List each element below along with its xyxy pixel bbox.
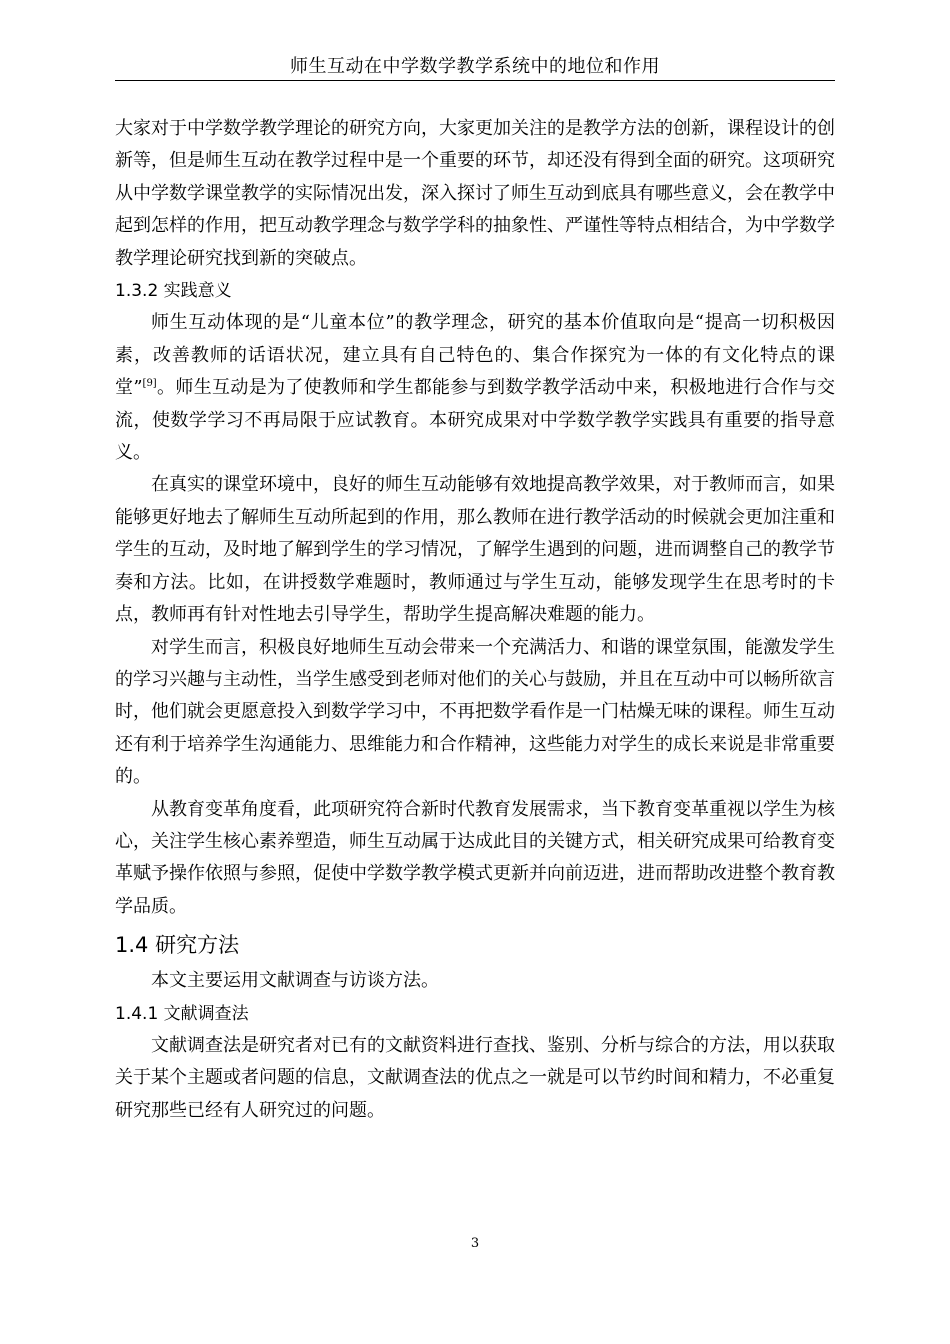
heading-1-4: 1.4 研究方法: [115, 933, 240, 958]
paragraph-literature-method: 文献调查法是研究者对已有的文献资料进行查找、鉴别、分析与综合的方法，用以获取关于某个主题或者问题的信息，文献调查法的优点之一就是可以节约时间和精力，不必重复研究那些已经有人研究过的问题。: [115, 1034, 835, 1121]
paragraph-practice-4: 从教育变革角度看，此项研究符合新时代教育发展需求，当下教育变革重视以学生为核心，关注学生核心素养塑造，师生互动属于达成此目的关键方式，相关研究成果可给教育变革赋予操作依照与参照，促使中学数学教学模式更新并向前迈进，进而帮助改进整个教育教学品质。: [115, 798, 835, 917]
heading-1-4-1: 1.4.1 文献调查法: [115, 1003, 249, 1024]
paragraph-practice-2: 在真实的课堂环境中，良好的师生互动能够有效地提高教学效果，对于教师而言，如果能够更好地去了解师生互动所起到的作用，那么教师在进行教学活动的时候就会更加注重和学生的互动，及时地了解到学生的学习情况，了解学生遇到的问题，进而调整自己的教学节奏和方法。比如，在讲授数学难题时，教师通过与学生互动，能够发现学生在思考时的卡点，教师再有针对性地去引导学生，帮助学生提高解决难题的能力。: [115, 474, 835, 626]
paragraph-continued: 大家对于中学数学教学理论的研究方向，大家更加关注的是教学方法的创新，课程设计的创新等，但是师生互动在教学过程中是一个重要的环节，却还没有得到全面的研究。这项研究从中学数学课堂教学的实际情况出发，深入探讨了师生互动到底具有哪些意义，会在教学中起到怎样的作用，把互动教学理念与数学学科的抽象性、严谨性等特点相结合，为中学数学教学理论研究找到新的突破点。: [115, 118, 835, 269]
paragraph-practice-1: [115, 307, 835, 469]
citation-ref: [9]: [142, 378, 157, 390]
page-number: 3: [470, 1236, 480, 1251]
paragraph-practice-3: 对学生而言，积极良好地师生互动会带来一个充满活力、和谐的课堂氛围，能激发学生的学习兴趣与主动性，当学生感受到老师对他们的关心与鼓励，并且在互动中可以畅所欲言时，他们就会更愿意投入到数学学习中，不再把数学看作是一门枯燥无味的课程。师生互动还有利于培养学生沟通能力、思维能力和合作精神，这些能力对学生的成长来说是非常重要的。: [115, 636, 835, 788]
page-body: [115, 113, 835, 1127]
paragraph-practice-1-text-a: 师生互动体现的是“儿童本位”的教学理念，研究的基本价值取向是“提高一切积极因素，改善教师的话语状况，建立具有自己特色的、集合作探究为一体的有文化特点的课堂”: [115, 312, 835, 399]
running-header: 师生互动在中学数学教学系统中的地位和作用: [115, 54, 835, 81]
paragraph-practice-1-text-b: 。师生互动是为了使教师和学生都能参与到数学教学活动中来，积极地进行合作与交流，使数学学习不再局限于应试教育。本研究成果对中学数学教学实践具有重要的指导意义。: [115, 377, 836, 464]
heading-1-3-2: 1.3.2 实践意义: [115, 281, 232, 302]
paragraph-methods-intro: 本文主要运用文献调查与访谈方法。: [151, 970, 439, 992]
